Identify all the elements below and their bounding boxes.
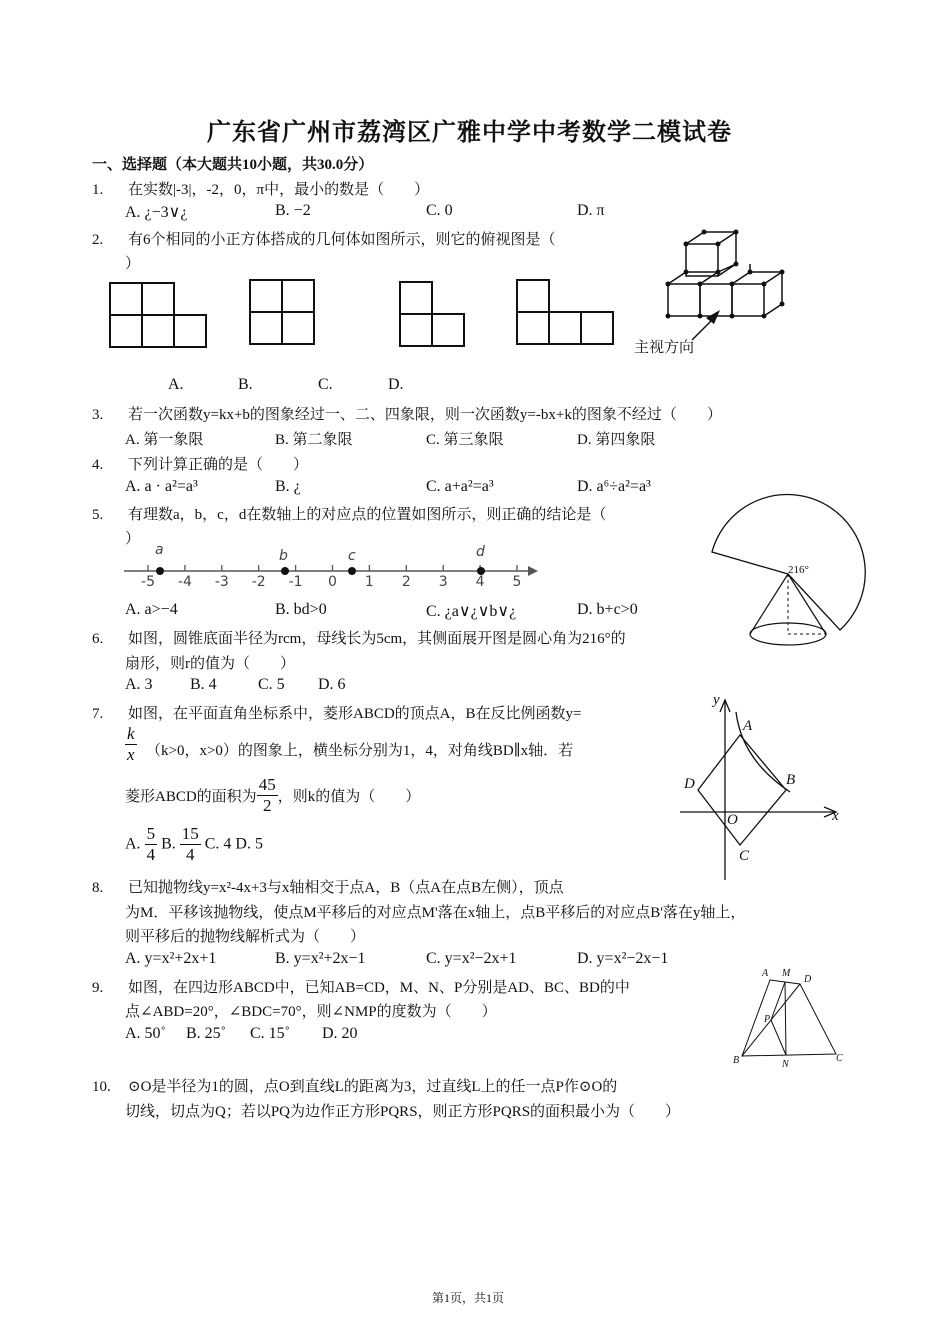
number-line-tick-label: -5 bbox=[141, 574, 155, 590]
q5-option-c: C. ¿a∨¿∨b∨¿ bbox=[426, 603, 517, 620]
q5-point-c: c bbox=[348, 548, 356, 564]
q1-option-a: A. ¿−3∨¿ bbox=[125, 204, 188, 221]
q5-point-d: d bbox=[476, 544, 485, 560]
question-2: 2. 有6个相同的小正方体搭成的几何体如图所示，则它的俯视图是（ bbox=[92, 232, 556, 248]
question-5: 5. 有理数a，b，c，d在数轴上的对应点的位置如图所示，则正确的结论是（ bbox=[92, 507, 607, 523]
q9-label-n: N bbox=[782, 1059, 789, 1070]
q4-option-c: C. a+a²=a³ bbox=[426, 478, 494, 495]
q3-option-b: B. 第二象限 bbox=[275, 432, 353, 448]
question-9: 9. 如图，在四边形ABCD中，已知AB=CD，M、N、P分别是AD、BC、BD的中 bbox=[92, 980, 630, 996]
question-6: 6. 如图，圆锥底面半径为rcm，母线长为5cm，其侧面展开图是圆心角为216°的 bbox=[92, 631, 626, 647]
question-8: 8. 已知抛物线y=x²-4x+3与x轴相交于点A，B（点A在点B左侧），顶点 bbox=[92, 880, 564, 896]
question-5-cont: ） bbox=[125, 531, 141, 547]
number-line-tick-label: 5 bbox=[512, 574, 522, 590]
q7-fraction-kx: $\frac{k}{x}$ bbox=[127, 724, 135, 764]
page-footer: 第1页，共1页 bbox=[432, 1291, 505, 1305]
q6-angle-label: 216° bbox=[788, 564, 809, 576]
q5-option-d: D. b+c>0 bbox=[577, 601, 638, 618]
q5-option-a: A. a>−4 bbox=[125, 601, 178, 618]
q2-label-c: C. bbox=[318, 376, 333, 393]
q5-point-a: a bbox=[155, 542, 164, 558]
q1-option-b: B. −2 bbox=[275, 202, 311, 219]
q6-option-a: A. 3 bbox=[125, 676, 153, 693]
q7-label-a: A bbox=[743, 718, 753, 734]
q2-view-direction-label: 主视方向 bbox=[634, 338, 695, 356]
q2-label-b: B. bbox=[238, 376, 253, 393]
question-9-cont: 点∠ABD=20°，∠BDC=70°，则∠NMP的度数为（ ） bbox=[125, 1004, 497, 1020]
q5-option-b: B. bd>0 bbox=[275, 601, 327, 618]
q7-label-y: y bbox=[713, 692, 720, 708]
question-10-cont: 切线，切点为Q；若以PQ为边作正方形PQRS，则正方形PQRS的面积最小为（ ） bbox=[125, 1104, 681, 1120]
q9-label-a: A bbox=[762, 968, 769, 979]
q9-option-c: C. 15˚ bbox=[250, 1025, 290, 1042]
number-line-tick-label: -2 bbox=[251, 574, 266, 590]
q9-option-d: D. 20 bbox=[322, 1025, 358, 1042]
q7-label-o: O bbox=[727, 812, 738, 828]
q7-options: A. $\frac{5}{4}$ B. $\frac{15}{4}$ C. 4 D. 5 bbox=[125, 824, 263, 864]
question-7-cont: （k>0，x>0）的图象上，横坐标分别为1，4，对角线BD∥x轴．若 bbox=[146, 743, 574, 759]
question-3: 3. 若一次函数y=kx+b的图象经过一、二、四象限，则一次函数y=-bx+k的图象不经过（ ） bbox=[92, 407, 722, 423]
q1-option-d: D. π bbox=[577, 202, 605, 219]
q9-label-c: C bbox=[836, 1053, 843, 1064]
number-line-tick-label: 1 bbox=[364, 574, 374, 590]
q8-option-d: D. y=x²−2x−1 bbox=[577, 950, 669, 967]
number-line-tick-label: -3 bbox=[214, 574, 229, 590]
q6-option-b: B. 4 bbox=[190, 676, 217, 693]
q7-label-c: C bbox=[739, 848, 750, 864]
q8-option-b: B. y=x²+2x−1 bbox=[275, 950, 366, 967]
question-1: 1. 在实数|-3|，-2，0，π中，最小的数是（ ） bbox=[92, 182, 430, 198]
section-heading: 一、选择题（本大题共10小题，共30.0分） bbox=[92, 157, 374, 173]
q9-option-a: A. 50˚ bbox=[125, 1025, 166, 1042]
q4-option-a: A. a · a²=a³ bbox=[125, 478, 198, 495]
q9-label-m: M bbox=[782, 968, 791, 979]
question-4: 4. 下列计算正确的是（ ） bbox=[92, 457, 309, 473]
q4-option-d: D. a⁶÷a²=a³ bbox=[577, 478, 651, 495]
q2-label-d: D. bbox=[388, 376, 404, 393]
q1-option-c: C. 0 bbox=[426, 202, 453, 219]
q8-option-a: A. y=x²+2x+1 bbox=[125, 950, 217, 967]
number-line-tick-label: 0 bbox=[328, 574, 337, 590]
question-10: 10. ⊙O是半径为1的圆，点O到直线L的距离为3，过直线L上的任一点P作⊙O的 bbox=[92, 1079, 618, 1095]
q9-label-d: D bbox=[804, 974, 812, 985]
question-7-line3: 菱形ABCD的面积为 $\frac{45}{2}$ ，则k的值为（ ） bbox=[125, 775, 421, 815]
q7-label-b: B bbox=[786, 772, 796, 788]
q4-option-b: B. ¿ bbox=[275, 478, 301, 495]
q3-option-c: C. 第三象限 bbox=[426, 432, 504, 448]
q3-option-d: D. 第四象限 bbox=[577, 432, 656, 448]
question-2-cont: ） bbox=[125, 256, 141, 272]
number-line-tick-label: -4 bbox=[177, 574, 192, 590]
q9-label-p: P bbox=[764, 1014, 771, 1025]
q7-label-d: D bbox=[684, 776, 695, 792]
page-title: 广东省广州市荔湾区广雅中学中考数学二模试卷 bbox=[207, 120, 732, 146]
question-6-cont: 扇形，则r的值为（ ） bbox=[125, 656, 295, 672]
question-8-line3: 则平移后的抛物线解析式为（ ） bbox=[125, 929, 366, 945]
q2-label-a: A. bbox=[168, 376, 184, 393]
number-line-tick-label: -1 bbox=[288, 574, 303, 590]
q9-option-b: B. 25˚ bbox=[186, 1025, 226, 1042]
q6-option-c: C. 5 bbox=[258, 676, 285, 693]
q6-option-d: D. 6 bbox=[318, 676, 346, 693]
question-7: 7. 如图，在平面直角坐标系中，菱形ABCD的顶点A，B在反比例函数y= bbox=[92, 706, 582, 722]
q8-option-c: C. y=x²−2x+1 bbox=[426, 950, 517, 967]
q9-label-b: B bbox=[733, 1055, 740, 1066]
number-line-tick-label: 2 bbox=[401, 574, 411, 590]
number-line-tick-label: 4 bbox=[475, 574, 485, 590]
q3-option-a: A. 第一象限 bbox=[125, 432, 204, 448]
q7-label-x: x bbox=[832, 808, 839, 824]
number-line-tick-label: 3 bbox=[438, 574, 448, 590]
question-8-cont: 为M．平移该抛物线，使点M平移后的对应点M'落在x轴上，点B平移后的对应点B'落在y轴上， bbox=[125, 905, 746, 921]
q5-point-b: b bbox=[279, 548, 288, 564]
